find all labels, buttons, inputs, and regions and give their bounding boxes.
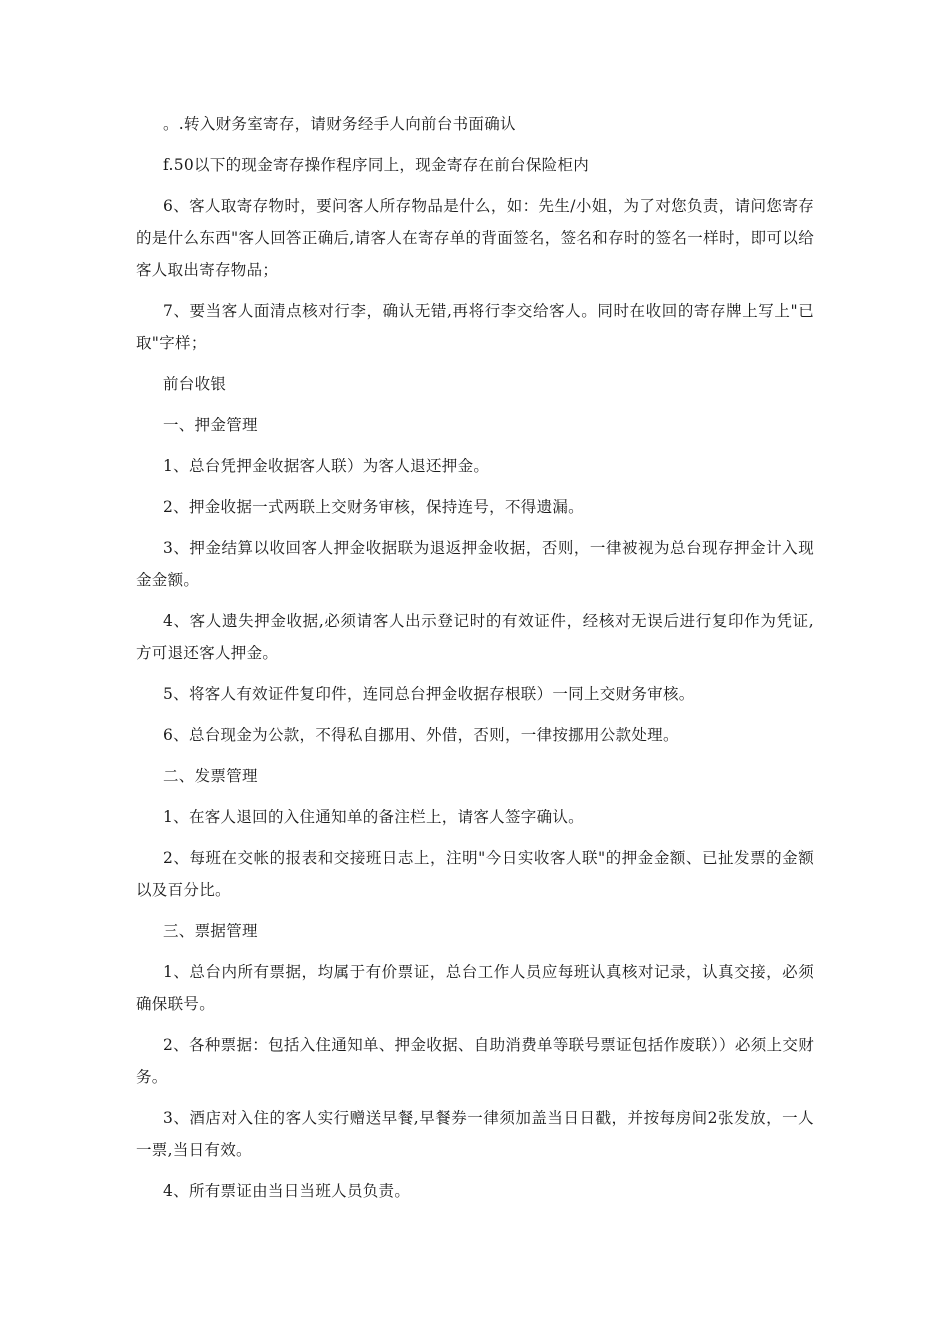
paragraph-invoice-2: 2、每班在交帐的报表和交接班日志上，注明"今日实收客人联"的押金金额、已扯发票的金额以及百分比。 xyxy=(136,849,814,899)
paragraph-deposit-2: 2、押金收据一式两联上交财务审核，保持连号，不得遗漏。 xyxy=(163,498,584,516)
paragraph-deposit-5: 5、将客人有效证件复印件，连同总台押金收据存根联）一同上交财务审核。 xyxy=(163,685,695,703)
paragraph-deposit-4: 4、客人遗失押金收据,必须请客人出示登记时的有效证件，经核对无误后进行复印作为凭证,方可退还客人押金。 xyxy=(136,612,814,662)
paragraph-item-6-retrieve: 6、客人取寄存物时，要问客人所存物品是什么，如：先生/小姐，为了对您负责，请问您寄存的是什么东西"客人回答正确后,请客人在寄存单的背面签名，签名和存时的签名一样时，即可以给客人取出寄存物品； xyxy=(136,197,814,279)
paragraph-item-7-check-luggage: 7、要当客人面清点核对行李，确认无错,再将行李交给客人。同时在收回的寄存牌上写上"已取"字样； xyxy=(136,302,814,352)
paragraph-deposit-3: 3、押金结算以收回客人押金收据联为退返押金收据，否则，一律被视为总台现存押金计入现金金额。 xyxy=(136,539,814,589)
document-page xyxy=(136,108,814,1216)
paragraph-deposit-6: 6、总台现金为公款，不得私自挪用、外借，否则，一律按挪用公款处理。 xyxy=(163,726,679,744)
paragraph-ticket-1: 1、总台内所有票据，均属于有价票证，总台工作人员应每班认真核对记录，认真交接，必须确保联号。 xyxy=(136,963,814,1013)
paragraph-cash-under-50: f.50以下的现金寄存操作程序同上，现金寄存在前台保险柜内 xyxy=(163,156,590,174)
heading-deposit-management: 一、押金管理 xyxy=(163,416,258,434)
paragraph-ticket-3: 3、酒店对入住的客人实行赠送早餐,早餐券一律须加盖当日日戳，并按每房间2张发放，一人一票,当日有效。 xyxy=(136,1109,814,1159)
paragraph-deposit-1: 1、总台凭押金收据客人联）为客人退还押金。 xyxy=(163,457,490,475)
paragraph-deposit-finance-room: 。.转入财务室寄存，请财务经手人向前台书面确认 xyxy=(163,115,516,133)
heading-ticket-management: 三、票据管理 xyxy=(163,922,258,940)
paragraph-invoice-1: 1、在客人退回的入住通知单的备注栏上，请客人签字确认。 xyxy=(163,808,584,826)
paragraph-ticket-2: 2、各种票据：包括入住通知单、押金收据、自助消费单等联号票证包括作废联））必须上交财务。 xyxy=(136,1036,814,1086)
paragraph-ticket-4: 4、所有票证由当日当班人员负责。 xyxy=(163,1182,411,1200)
section-title-front-desk-cashier: 前台收银 xyxy=(163,375,227,393)
heading-invoice-management: 二、发票管理 xyxy=(163,767,258,785)
